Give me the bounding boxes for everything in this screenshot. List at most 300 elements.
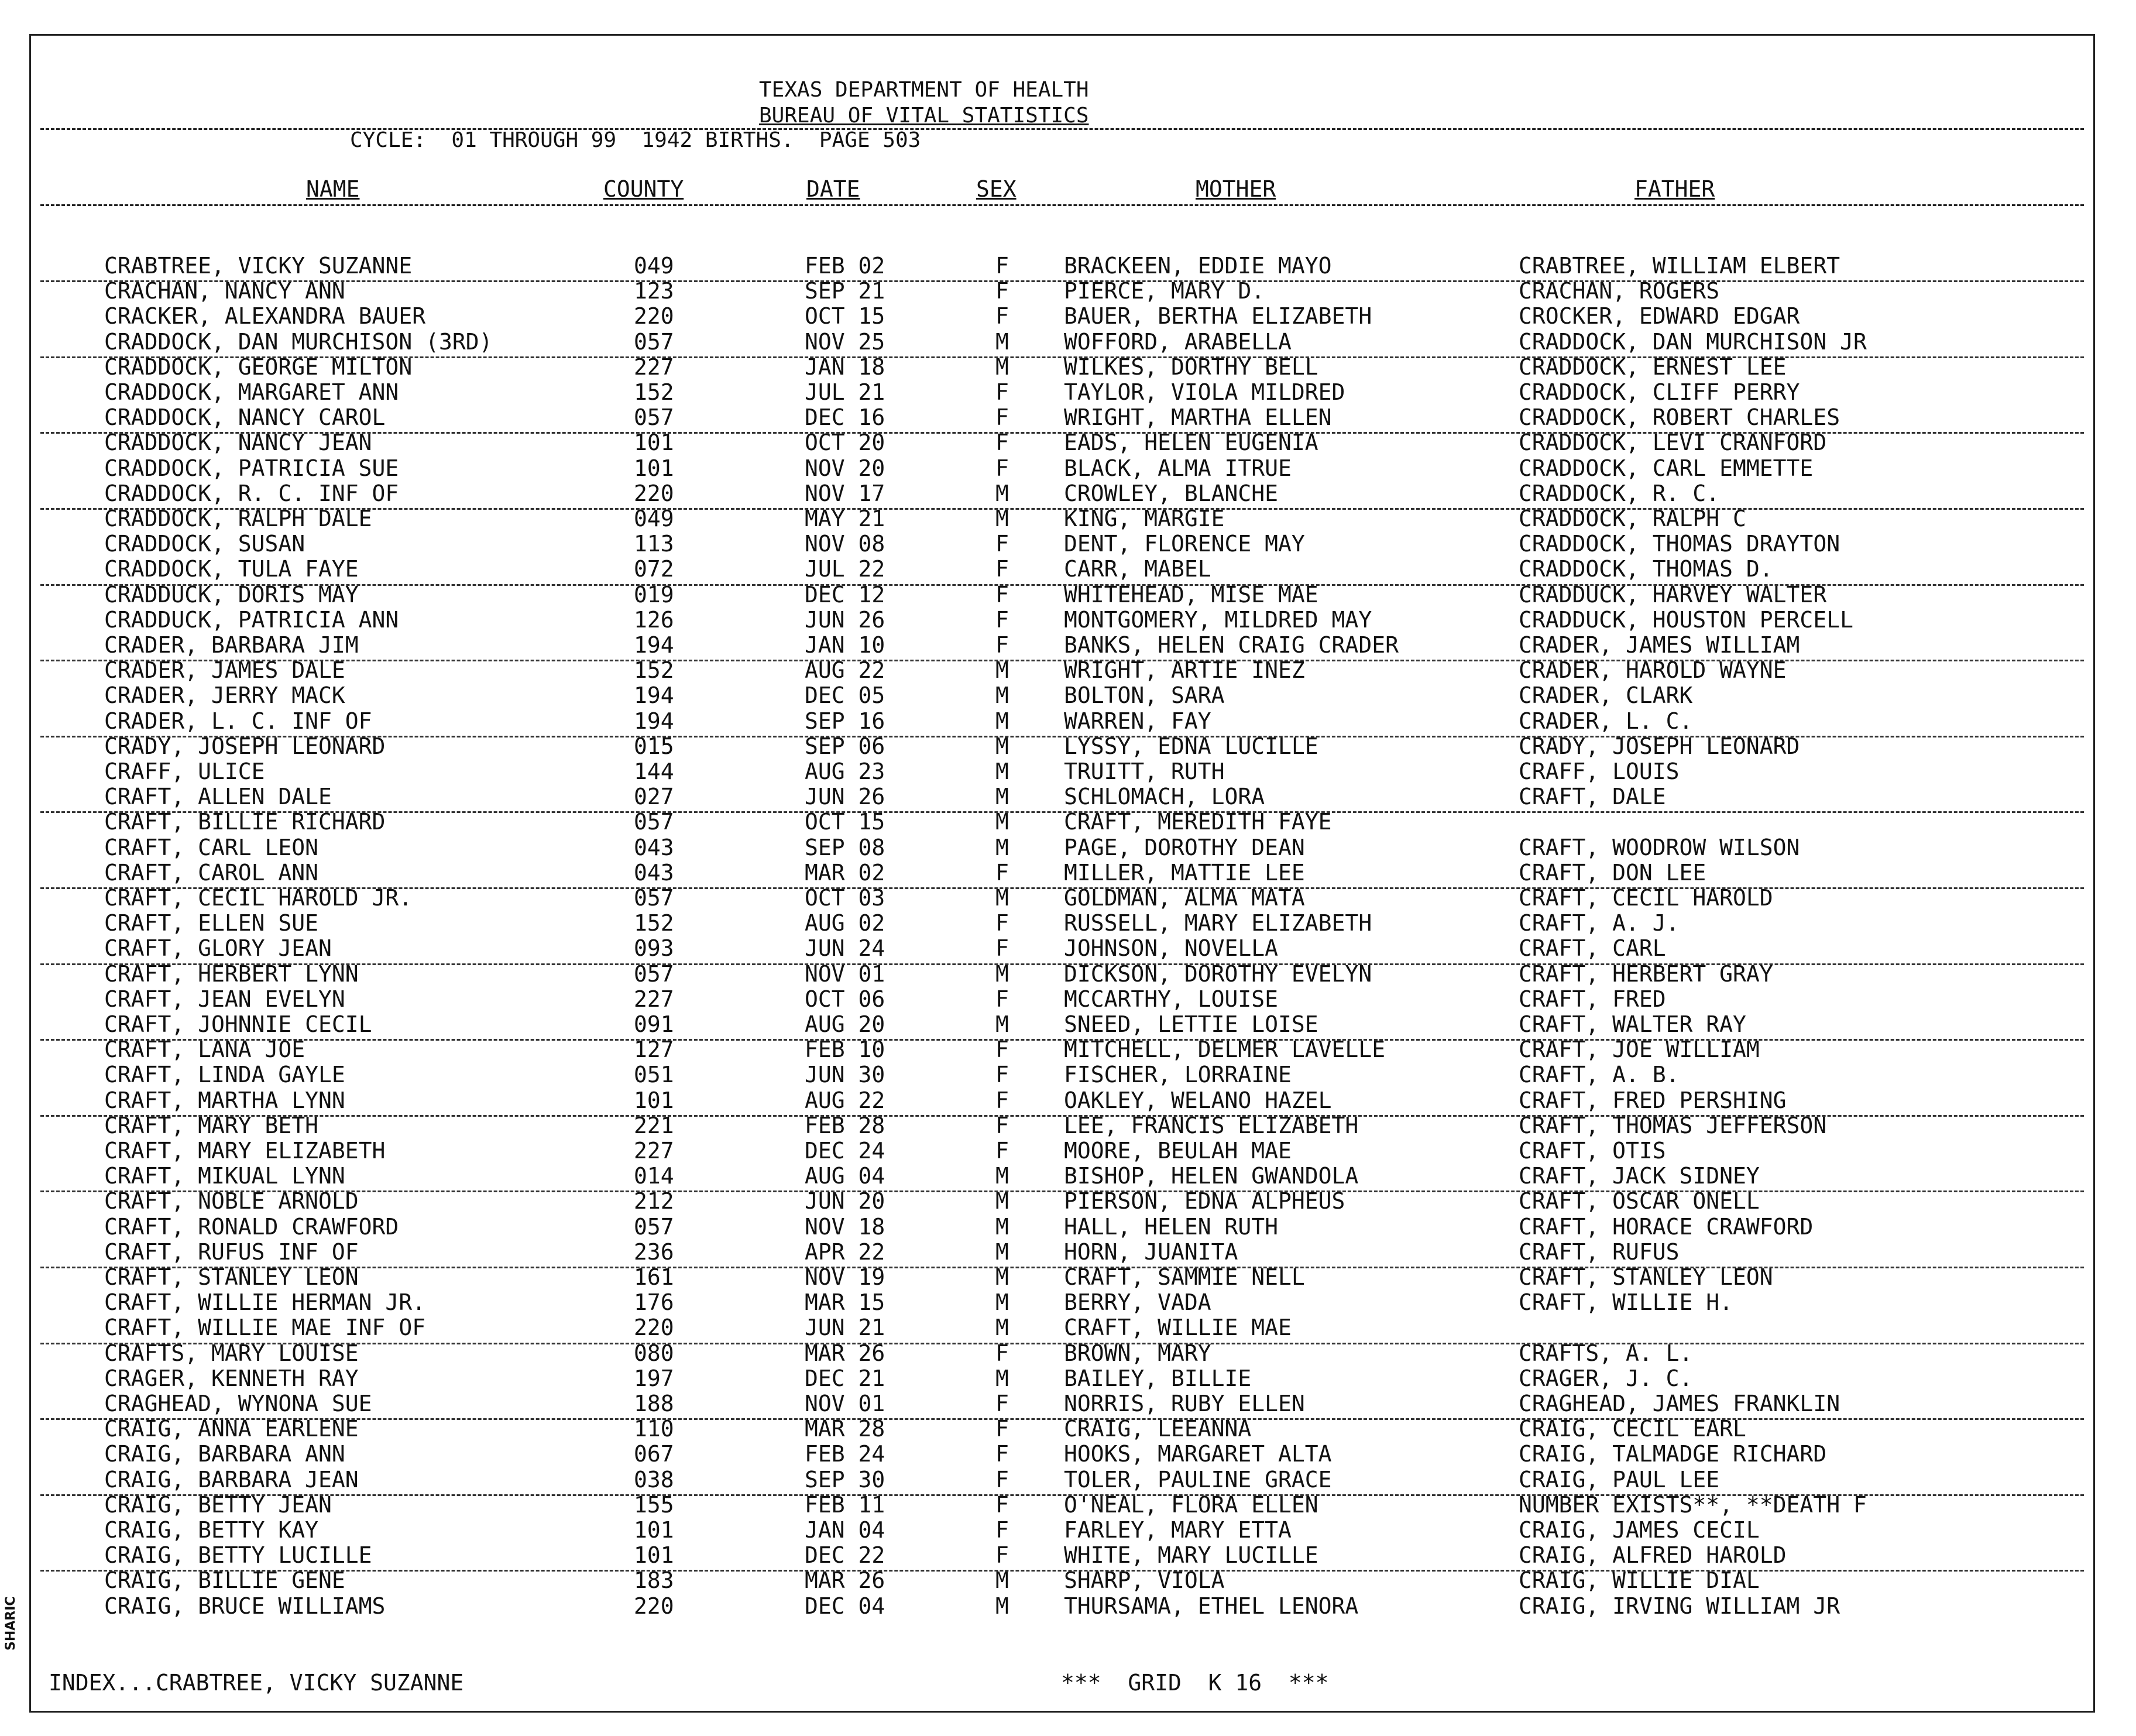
cell-mother: EADS, HELEN EUGENIA <box>1064 430 1318 456</box>
table-row <box>31 1493 2093 1518</box>
cell-father: CRAFT, JOE WILLIAM <box>1519 1037 1760 1063</box>
cell-county: 152 <box>634 379 674 405</box>
cell-sex: M <box>995 809 1009 835</box>
cell-sex: M <box>995 1315 1009 1341</box>
cell-name: CRADDOCK, RALPH DALE <box>104 506 372 531</box>
cell-mother: MONTGOMERY, MILDRED MAY <box>1064 606 1372 633</box>
cell-name: CRAFT, MARTHA LYNN <box>104 1087 345 1113</box>
cell-mother: PAGE, DOROTHY DEAN <box>1064 834 1305 860</box>
cell-father: CRADER, HAROLD WAYNE <box>1519 657 1787 684</box>
cell-name: CRAFT, WILLIE HERMAN JR. <box>104 1289 426 1316</box>
cell-mother: BLACK, ALMA ITRUE <box>1064 455 1292 481</box>
cell-name: CRADER, L. C. INF OF <box>104 708 372 734</box>
cell-date: JUL 21 <box>805 379 885 405</box>
cell-name: CRAFT, LANA JOE <box>104 1037 305 1063</box>
cell-mother: LYSSY, EDNA LUCILLE <box>1064 733 1318 759</box>
cell-name: CRADDUCK, DORIS MAY <box>104 581 359 608</box>
cell-sex: F <box>995 1416 1009 1442</box>
cell-mother: MCCARTHY, LOUISE <box>1064 986 1279 1012</box>
cell-county: 015 <box>634 733 674 759</box>
cell-county: 057 <box>634 885 674 911</box>
cell-father: CRADDUCK, HARVEY WALTER <box>1519 581 1827 608</box>
cell-sex: F <box>995 404 1009 431</box>
cell-sex: M <box>995 1593 1009 1619</box>
cell-county: 057 <box>634 1213 674 1240</box>
cell-county: 123 <box>634 278 674 304</box>
cell-name: CRADDUCK, PATRICIA ANN <box>104 606 399 633</box>
table-row <box>31 1012 2093 1037</box>
cell-sex: M <box>995 1238 1009 1265</box>
cell-name: CRAFT, CARL LEON <box>104 834 319 860</box>
cell-county: 161 <box>634 1264 674 1290</box>
cell-mother: MITCHELL, DELMER LAVELLE <box>1064 1037 1386 1063</box>
cell-county: 155 <box>634 1491 674 1518</box>
cell-sex: M <box>995 1163 1009 1189</box>
cell-sex: F <box>995 1087 1009 1113</box>
table-row <box>31 608 2093 633</box>
cell-name: CRADER, JAMES DALE <box>104 657 345 684</box>
cell-name: CRAFT, CAROL ANN <box>104 859 319 886</box>
cell-father: CRADDUCK, HOUSTON PERCELL <box>1519 606 1853 633</box>
table-row <box>31 709 2093 734</box>
cell-county: 101 <box>634 1517 674 1543</box>
cell-name: CRACKER, ALEXANDRA BAUER <box>104 303 426 330</box>
cell-father: CRADDOCK, R. C. <box>1519 480 1720 506</box>
cell-date: NOV 20 <box>805 455 885 481</box>
table-row <box>31 582 2093 608</box>
cell-county: 152 <box>634 657 674 684</box>
cell-sex: F <box>995 531 1009 557</box>
cell-name: CRADDOCK, NANCY JEAN <box>104 430 372 456</box>
table-row <box>31 886 2093 911</box>
cell-father: CRAGER, J. C. <box>1519 1365 1693 1391</box>
grid-reference: *** GRID K 16 *** <box>1061 1670 1329 1696</box>
cell-county: 144 <box>634 759 674 784</box>
cell-father: CRAIG, WILLIE DIAL <box>1519 1567 1760 1594</box>
cell-sex: F <box>995 303 1009 330</box>
cell-father: CRAFT, FRED <box>1519 986 1666 1012</box>
cell-county: 057 <box>634 960 674 987</box>
side-stamp: SHARIC <box>4 1596 18 1651</box>
cell-name: CRADDOCK, MARGARET ANN <box>104 379 399 405</box>
cell-mother: WOFFORD, ARABELLA <box>1064 328 1292 355</box>
cell-date: DEC 16 <box>805 404 885 431</box>
cell-father: CRADER, L. C. <box>1519 708 1693 734</box>
cell-county: 194 <box>634 682 674 709</box>
cell-sex: M <box>995 1567 1009 1594</box>
column-sex: SEX <box>976 176 1017 202</box>
cell-name: CRAFT, ALLEN DALE <box>104 784 332 810</box>
cell-date: NOV 18 <box>805 1213 885 1240</box>
cell-date: NOV 19 <box>805 1264 885 1290</box>
cell-father: CRAFT, WILLIE H. <box>1519 1289 1733 1316</box>
cell-name: CRAFTS, MARY LOUISE <box>104 1340 359 1366</box>
cell-sex: M <box>995 1289 1009 1316</box>
table-row <box>31 1568 2093 1593</box>
cell-sex: F <box>995 935 1009 962</box>
cell-date: JAN 10 <box>805 632 885 658</box>
table-row <box>31 1341 2093 1366</box>
cell-county: 152 <box>634 910 674 936</box>
cell-mother: WILKES, DORTHY BELL <box>1064 354 1318 380</box>
cell-name: CRAFT, MARY BETH <box>104 1112 319 1138</box>
cell-father: CRACHAN, ROGERS <box>1519 278 1720 304</box>
cell-sex: F <box>995 430 1009 456</box>
cell-sex: M <box>995 354 1009 380</box>
table-row <box>31 1265 2093 1290</box>
cell-county: 027 <box>634 784 674 810</box>
table-row <box>31 1290 2093 1315</box>
table-row <box>31 1518 2093 1543</box>
cell-father: CROCKER, EDWARD EDGAR <box>1519 303 1800 330</box>
cell-date: MAR 26 <box>805 1567 885 1594</box>
cell-mother: CRAFT, WILLIE MAE <box>1064 1315 1292 1341</box>
cell-sex: F <box>995 278 1009 304</box>
cell-date: DEC 12 <box>805 581 885 608</box>
cell-county: 236 <box>634 1238 674 1265</box>
cell-county: 220 <box>634 480 674 506</box>
cell-mother: SHARP, VIOLA <box>1064 1567 1225 1594</box>
table-row <box>31 279 2093 304</box>
cell-name: CRADER, BARBARA JIM <box>104 632 359 658</box>
cell-name: CRAIG, BETTY KAY <box>104 1517 319 1543</box>
cell-date: AUG 22 <box>805 1087 885 1113</box>
table-row <box>31 1467 2093 1493</box>
cell-name: CRAIG, BILLIE GENE <box>104 1567 345 1594</box>
cell-date: JUN 26 <box>805 606 885 633</box>
cell-date: OCT 06 <box>805 986 885 1012</box>
cell-sex: F <box>995 986 1009 1012</box>
cell-name: CRADDOCK, DAN MURCHISON (3RD) <box>104 328 493 355</box>
cell-sex: F <box>995 1391 1009 1416</box>
cell-date: FEB 24 <box>805 1441 885 1467</box>
table-row <box>31 1416 2093 1442</box>
cell-name: CRAFT, JEAN EVELYN <box>104 986 345 1012</box>
table-row <box>31 456 2093 481</box>
cell-mother: O'NEAL, FLORA ELLEN <box>1064 1491 1318 1518</box>
cell-father: CRAFT, STANLEY LEON <box>1519 1264 1773 1290</box>
cell-date: SEP 06 <box>805 733 885 759</box>
cell-name: CRAFT, CECIL HAROLD JR. <box>104 885 413 911</box>
cell-date: DEC 22 <box>805 1542 885 1569</box>
cell-father: CRADER, JAMES WILLIAM <box>1519 632 1800 658</box>
cell-mother: CRAFT, MEREDITH FAYE <box>1064 809 1332 835</box>
cell-county: 221 <box>634 1112 674 1138</box>
cell-sex: M <box>995 657 1009 684</box>
cell-county: 049 <box>634 506 674 531</box>
cell-date: JUN 30 <box>805 1062 885 1088</box>
table-row <box>31 987 2093 1012</box>
cell-mother: HALL, HELEN RUTH <box>1064 1213 1279 1240</box>
cell-mother: DENT, FLORENCE MAY <box>1064 531 1305 557</box>
cell-county: 126 <box>634 606 674 633</box>
table-row <box>31 1164 2093 1189</box>
cell-sex: F <box>995 632 1009 658</box>
cell-father: CRAFT, HORACE CRAWFORD <box>1519 1213 1814 1240</box>
cell-father: CRADDOCK, CARL EMMETTE <box>1519 455 1814 481</box>
cell-name: CRAFT, MIKUAL LYNN <box>104 1163 345 1189</box>
table-row <box>31 1113 2093 1138</box>
table-row <box>31 1391 2093 1416</box>
cell-father: CRAFT, OSCAR ONELL <box>1519 1188 1760 1214</box>
cell-mother: BRACKEEN, EDDIE MAYO <box>1064 253 1332 279</box>
table-row <box>31 1240 2093 1265</box>
cell-sex: F <box>995 1466 1009 1493</box>
cell-sex: M <box>995 1188 1009 1214</box>
cell-sex: M <box>995 708 1009 734</box>
cell-mother: OAKLEY, WELANO HAZEL <box>1064 1087 1332 1113</box>
cell-mother: PIERSON, EDNA ALPHEUS <box>1064 1188 1345 1214</box>
cell-date: MAR 26 <box>805 1340 885 1366</box>
cell-county: 176 <box>634 1289 674 1316</box>
cell-county: 051 <box>634 1062 674 1088</box>
cell-county: 038 <box>634 1466 674 1493</box>
table-row <box>31 1315 2093 1340</box>
cell-name: CRADDOCK, NANCY CAROL <box>104 404 386 431</box>
cell-father: CRAFT, JACK SIDNEY <box>1519 1163 1760 1189</box>
cell-mother: FARLEY, MARY ETTA <box>1064 1517 1292 1543</box>
cell-county: 110 <box>634 1416 674 1442</box>
cell-sex: M <box>995 682 1009 709</box>
cell-date: OCT 03 <box>805 885 885 911</box>
cell-father: CRAFT, DON LEE <box>1519 859 1706 886</box>
cell-father: CRAFT, THOMAS JEFFERSON <box>1519 1112 1827 1138</box>
cell-father: CRAFT, DALE <box>1519 784 1666 810</box>
cell-county: 227 <box>634 986 674 1012</box>
cell-date: FEB 11 <box>805 1491 885 1518</box>
cell-date: AUG 20 <box>805 1011 885 1037</box>
cell-mother: MOORE, BEULAH MAE <box>1064 1138 1292 1164</box>
cell-name: CRAFT, RUFUS INF OF <box>104 1238 359 1265</box>
cell-mother: HORN, JUANITA <box>1064 1238 1238 1265</box>
cell-date: MAR 28 <box>805 1416 885 1442</box>
cell-county: 101 <box>634 1087 674 1113</box>
table-row <box>31 1062 2093 1087</box>
cell-father: CRAFT, HERBERT GRAY <box>1519 960 1773 987</box>
cell-date: AUG 23 <box>805 759 885 784</box>
cell-county: 091 <box>634 1011 674 1037</box>
cell-father: CRAFT, WOODROW WILSON <box>1519 834 1800 860</box>
cell-mother: BAUER, BERTHA ELIZABETH <box>1064 303 1372 330</box>
cell-county: 101 <box>634 430 674 456</box>
cell-county: 220 <box>634 303 674 330</box>
cell-date: SEP 16 <box>805 708 885 734</box>
cell-father: CRADDOCK, LEVI CRANFORD <box>1519 430 1827 456</box>
cell-county: 127 <box>634 1037 674 1063</box>
cell-date: AUG 22 <box>805 657 885 684</box>
cell-date: NOV 08 <box>805 531 885 557</box>
cell-name: CRACHAN, NANCY ANN <box>104 278 345 304</box>
cell-date: SEP 30 <box>805 1466 885 1493</box>
cell-sex: F <box>995 253 1009 279</box>
cell-date: FEB 02 <box>805 253 885 279</box>
cell-father: CRAFT, RUFUS <box>1519 1238 1680 1265</box>
cell-name: CRAIG, BETTY LUCILLE <box>104 1542 372 1569</box>
cell-county: 093 <box>634 935 674 962</box>
cell-sex: M <box>995 1011 1009 1037</box>
cell-father: CRAFT, FRED PERSHING <box>1519 1087 1787 1113</box>
cell-mother: FISCHER, LORRAINE <box>1064 1062 1292 1088</box>
register-page <box>29 34 2095 1713</box>
cell-sex: M <box>995 784 1009 810</box>
cell-mother: TAYLOR, VIOLA MILDRED <box>1064 379 1345 405</box>
cell-name: CRAFT, RONALD CRAWFORD <box>104 1213 399 1240</box>
cell-date: NOV 01 <box>805 960 885 987</box>
cell-sex: M <box>995 506 1009 531</box>
cell-mother: SCHLOMACH, LORA <box>1064 784 1265 810</box>
cell-date: OCT 15 <box>805 303 885 330</box>
cell-county: 188 <box>634 1391 674 1416</box>
column-father: FATHER <box>1634 176 1715 202</box>
cell-father: CRAFT, A. J. <box>1519 910 1680 936</box>
cell-date: SEP 08 <box>805 834 885 860</box>
table-row <box>31 481 2093 506</box>
cell-sex: F <box>995 1517 1009 1543</box>
table-row <box>31 1543 2093 1568</box>
cell-mother: WRIGHT, ARTIE INEZ <box>1064 657 1305 684</box>
table-row <box>31 430 2093 455</box>
cell-name: CRAIG, BARBARA JEAN <box>104 1466 359 1493</box>
cell-sex: F <box>995 1112 1009 1138</box>
cell-mother: BANKS, HELEN CRAIG CRADER <box>1064 632 1399 658</box>
table-row <box>31 1037 2093 1062</box>
cell-date: JAN 18 <box>805 354 885 380</box>
cell-mother: WHITE, MARY LUCILLE <box>1064 1542 1318 1569</box>
cell-county: 113 <box>634 531 674 557</box>
table-row <box>31 734 2093 759</box>
table-row <box>31 405 2093 430</box>
cell-county: 019 <box>634 581 674 608</box>
cell-name: CRADY, JOSEPH LEONARD <box>104 733 386 759</box>
cell-mother: BERRY, VADA <box>1064 1289 1211 1316</box>
table-row <box>31 784 2093 809</box>
cell-father: CRAFT, A. B. <box>1519 1062 1680 1088</box>
cell-name: CRADDOCK, TULA FAYE <box>104 556 359 582</box>
table-row <box>31 355 2093 380</box>
cell-mother: SNEED, LETTIE LOISE <box>1064 1011 1318 1037</box>
cell-sex: F <box>995 1441 1009 1467</box>
cell-name: CRAFT, GLORY JEAN <box>104 935 332 962</box>
bureau-title: BUREAU OF VITAL STATISTICS <box>759 104 1089 128</box>
cell-name: CRADDOCK, PATRICIA SUE <box>104 455 399 481</box>
cell-mother: TRUITT, RUTH <box>1064 759 1225 784</box>
cell-mother: WRIGHT, MARTHA ELLEN <box>1064 404 1332 431</box>
table-row <box>31 1189 2093 1214</box>
cell-date: DEC 21 <box>805 1365 885 1391</box>
cell-name: CRAIG, BETTY JEAN <box>104 1491 332 1518</box>
cell-sex: F <box>995 1138 1009 1164</box>
cell-mother: CARR, MABEL <box>1064 556 1211 582</box>
cell-sex: F <box>995 910 1009 936</box>
cell-name: CRAGER, KENNETH RAY <box>104 1365 359 1391</box>
cycle-line: CYCLE: 01 THROUGH 99 1942 BIRTHS. PAGE 503 <box>350 128 921 152</box>
cell-county: 057 <box>634 809 674 835</box>
cell-date: AUG 04 <box>805 1163 885 1189</box>
cell-mother: BAILEY, BILLIE <box>1064 1365 1252 1391</box>
cell-county: 194 <box>634 708 674 734</box>
cell-county: 057 <box>634 328 674 355</box>
cell-date: OCT 20 <box>805 430 885 456</box>
cell-date: JUN 26 <box>805 784 885 810</box>
cell-name: CRABTREE, VICKY SUZANNE <box>104 253 413 279</box>
cell-name: CRAFT, MARY ELIZABETH <box>104 1138 386 1164</box>
cell-date: JUL 22 <box>805 556 885 582</box>
column-date: DATE <box>806 176 860 202</box>
cell-father: NUMBER EXISTS**, **DEATH F <box>1519 1491 1867 1518</box>
cell-sex: M <box>995 480 1009 506</box>
cell-sex: F <box>995 556 1009 582</box>
cell-county: 101 <box>634 1542 674 1569</box>
cell-mother: THURSAMA, ETHEL LENORA <box>1064 1593 1359 1619</box>
cell-name: CRADDOCK, GEORGE MILTON <box>104 354 413 380</box>
cell-date: FEB 10 <box>805 1037 885 1063</box>
cell-name: CRAFT, WILLIE MAE INF OF <box>104 1315 426 1341</box>
column-name: NAME <box>306 176 360 202</box>
cell-county: 101 <box>634 455 674 481</box>
table-row <box>31 683 2093 708</box>
cell-mother: HOOKS, MARGARET ALTA <box>1064 1441 1332 1467</box>
cell-father: CRAIG, TALMADGE RICHARD <box>1519 1441 1827 1467</box>
cell-father: CRADDOCK, THOMAS D. <box>1519 556 1773 582</box>
cell-sex: F <box>995 581 1009 608</box>
cell-mother: PIERCE, MARY D. <box>1064 278 1265 304</box>
cell-father: CRADDOCK, DAN MURCHISON JR <box>1519 328 1867 355</box>
cell-name: CRADDOCK, SUSAN <box>104 531 305 557</box>
cell-father: CRAGHEAD, JAMES FRANKLIN <box>1519 1391 1840 1416</box>
table-row <box>31 557 2093 582</box>
cell-date: APR 22 <box>805 1238 885 1265</box>
column-county: COUNTY <box>603 176 684 202</box>
cell-mother: KING, MARGIE <box>1064 506 1225 531</box>
cell-county: 072 <box>634 556 674 582</box>
cell-father: CRADDOCK, THOMAS DRAYTON <box>1519 531 1840 557</box>
cell-date: MAR 15 <box>805 1289 885 1316</box>
table-row <box>31 962 2093 987</box>
cell-father: CRABTREE, WILLIAM ELBERT <box>1519 253 1840 279</box>
index-line: INDEX...CRABTREE, VICKY SUZANNE <box>49 1670 464 1696</box>
table-row <box>31 304 2093 329</box>
cell-date: JUN 21 <box>805 1315 885 1341</box>
cell-mother: BISHOP, HELEN GWANDOLA <box>1064 1163 1359 1189</box>
table-row <box>31 759 2093 784</box>
table-row <box>31 1214 2093 1240</box>
cell-county: 043 <box>634 859 674 886</box>
cell-sex: F <box>995 1037 1009 1063</box>
cell-father: CRAFT, CARL <box>1519 935 1666 962</box>
table-row <box>31 330 2093 355</box>
cell-county: 014 <box>634 1163 674 1189</box>
cell-father: CRAFTS, A. L. <box>1519 1340 1693 1366</box>
cell-county: 183 <box>634 1567 674 1594</box>
cell-date: DEC 05 <box>805 682 885 709</box>
cell-mother: BOLTON, SARA <box>1064 682 1225 709</box>
cell-father: CRADER, CLARK <box>1519 682 1693 709</box>
cell-county: 227 <box>634 1138 674 1164</box>
cell-mother: RUSSELL, MARY ELIZABETH <box>1064 910 1372 936</box>
cell-sex: M <box>995 759 1009 784</box>
table-row <box>31 506 2093 531</box>
cell-county: 194 <box>634 632 674 658</box>
header-divider <box>40 128 2084 130</box>
cell-name: CRADER, JERRY MACK <box>104 682 345 709</box>
cell-father: CRAFT, WALTER RAY <box>1519 1011 1746 1037</box>
cell-sex: F <box>995 1340 1009 1366</box>
cell-name: CRAFT, HERBERT LYNN <box>104 960 359 987</box>
table-row <box>31 1138 2093 1164</box>
cell-sex: F <box>995 859 1009 886</box>
cell-name: CRAFT, NOBLE ARNOLD <box>104 1188 359 1214</box>
cell-sex: F <box>995 1491 1009 1518</box>
